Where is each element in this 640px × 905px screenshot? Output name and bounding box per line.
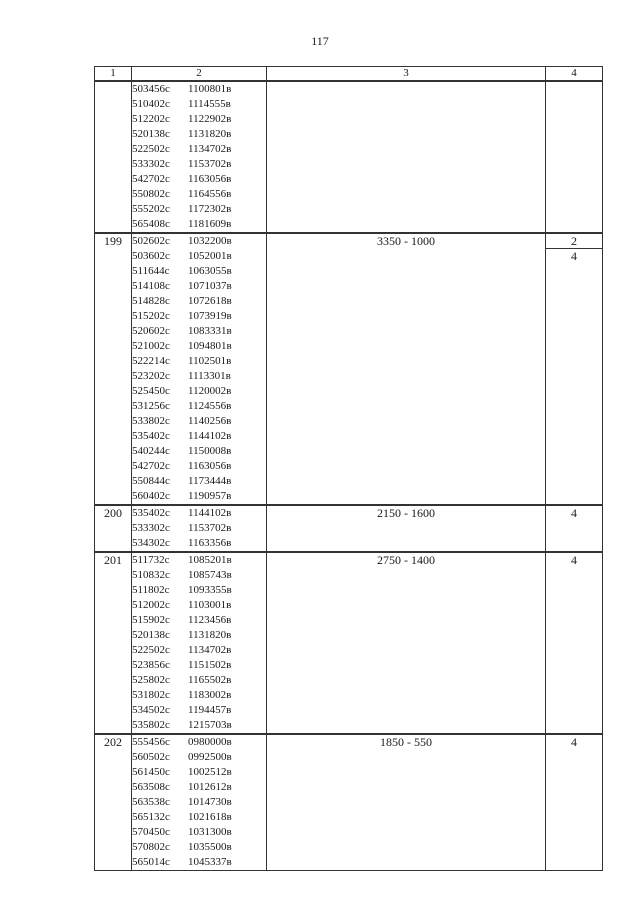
- coordinate-pair: [132, 673, 266, 688]
- latitude-value: 522502с: [132, 644, 170, 656]
- coordinate-pair: [132, 553, 266, 568]
- latitude-value: 565408с: [132, 218, 170, 230]
- longitude-value: 1073919в: [188, 310, 232, 322]
- header-col-1: 1: [95, 67, 132, 82]
- latitude-value: 514108с: [132, 280, 170, 292]
- longitude-value: 1102501в: [188, 355, 232, 367]
- latitude-value: 563508с: [132, 781, 170, 793]
- longitude-value: 1215703в: [188, 719, 232, 731]
- latitude-value: 534502с: [132, 704, 170, 716]
- category-value: 4: [571, 553, 577, 567]
- longitude-value: 1045337в: [188, 856, 232, 868]
- coordinates-table: [94, 66, 603, 871]
- coordinate-pair: [132, 583, 266, 598]
- latitude-value: 520602с: [132, 325, 170, 337]
- category-value: 2: [546, 234, 602, 249]
- longitude-value: 1002512в: [188, 766, 232, 778]
- coordinate-list: [132, 81, 267, 233]
- coordinate-pair: [132, 234, 266, 249]
- coordinate-pair: [132, 82, 266, 97]
- longitude-value: 1173444в: [188, 475, 232, 487]
- coordinate-pair: [132, 489, 266, 504]
- coordinate-pair: [132, 568, 266, 583]
- longitude-value: 1134702в: [188, 143, 232, 155]
- coordinate-list: [132, 505, 267, 552]
- longitude-value: 1083331в: [188, 325, 232, 337]
- longitude-value: 1031300в: [188, 826, 232, 838]
- longitude-value: 1134702в: [188, 644, 232, 656]
- coordinate-pair: [132, 506, 266, 521]
- latitude-value: 550844с: [132, 475, 170, 487]
- longitude-value: 1181609в: [188, 218, 232, 230]
- coordinate-list: [132, 233, 267, 505]
- coordinate-pair: [132, 780, 266, 795]
- longitude-value: 1153702в: [188, 522, 232, 534]
- longitude-value: 1124556в: [188, 400, 232, 412]
- depth-range: 2750 - 1400: [267, 552, 546, 734]
- longitude-value: 1151502в: [188, 659, 232, 671]
- category-cell: [546, 81, 603, 233]
- latitude-value: 540244с: [132, 445, 170, 457]
- coordinate-pair: [132, 444, 266, 459]
- longitude-value: 1150008в: [188, 445, 232, 457]
- coordinate-pair: [132, 369, 266, 384]
- longitude-value: 1072618в: [188, 295, 232, 307]
- header-col-2: 2: [132, 67, 267, 82]
- latitude-value: 511802с: [132, 584, 170, 596]
- header-col-4: 4: [546, 67, 603, 82]
- latitude-value: 511732с: [132, 554, 170, 566]
- longitude-value: 1194457в: [188, 704, 232, 716]
- row-number: 201: [95, 552, 132, 734]
- coordinate-pair: [132, 112, 266, 127]
- latitude-value: 515202с: [132, 310, 170, 322]
- longitude-value: 1163356в: [188, 537, 232, 549]
- longitude-value: 1183002в: [188, 689, 232, 701]
- coordinate-pair: [132, 474, 266, 489]
- coordinate-pair: [132, 127, 266, 142]
- coordinate-pair: [132, 354, 266, 369]
- latitude-value: 511644с: [132, 265, 170, 277]
- latitude-value: 550802с: [132, 188, 170, 200]
- coordinate-pair: [132, 264, 266, 279]
- longitude-value: 1190957в: [188, 490, 232, 502]
- coordinate-pair: [132, 825, 266, 840]
- coordinate-pair: [132, 765, 266, 780]
- longitude-value: 1113301в: [188, 370, 231, 382]
- coordinate-pair: [132, 249, 266, 264]
- longitude-value: 1032200в: [188, 235, 232, 247]
- longitude-value: 1153702в: [188, 158, 232, 170]
- latitude-value: 515902с: [132, 614, 170, 626]
- coordinate-pair: [132, 840, 266, 855]
- coordinate-pair: [132, 429, 266, 444]
- longitude-value: 1035500в: [188, 841, 232, 853]
- depth-range: [267, 81, 546, 233]
- latitude-value: 510402с: [132, 98, 170, 110]
- longitude-value: 1085201в: [188, 554, 232, 566]
- category-cell: [546, 505, 603, 552]
- latitude-value: 520138с: [132, 629, 170, 641]
- header-col-3: 3: [267, 67, 546, 82]
- longitude-value: 1131820в: [188, 128, 232, 140]
- latitude-value: 521002с: [132, 340, 170, 352]
- latitude-value: 522214с: [132, 355, 170, 367]
- coordinate-pair: [132, 536, 266, 551]
- coordinate-pair: [132, 658, 266, 673]
- coordinate-pair: [132, 414, 266, 429]
- latitude-value: 570802с: [132, 841, 170, 853]
- coordinate-pair: [132, 294, 266, 309]
- latitude-value: 535802с: [132, 719, 170, 731]
- latitude-value: 502602с: [132, 235, 170, 247]
- latitude-value: 563538с: [132, 796, 170, 808]
- category-cell: [546, 552, 603, 734]
- coordinate-pair: [132, 750, 266, 765]
- table-row: [95, 233, 603, 505]
- coordinate-list: [132, 552, 267, 734]
- coordinate-pair: [132, 399, 266, 414]
- longitude-value: 1122902в: [188, 113, 232, 125]
- longitude-value: 1103001в: [188, 599, 232, 611]
- coordinate-pair: [132, 855, 266, 870]
- latitude-value: 555456с: [132, 736, 170, 748]
- longitude-value: 1021618в: [188, 811, 232, 823]
- latitude-value: 523856с: [132, 659, 170, 671]
- latitude-value: 533802с: [132, 415, 170, 427]
- latitude-value: 565132с: [132, 811, 170, 823]
- coordinate-pair: [132, 217, 266, 232]
- category-cell: [546, 734, 603, 871]
- coordinate-pair: [132, 279, 266, 294]
- coordinate-pair: [132, 810, 266, 825]
- latitude-value: 535402с: [132, 507, 170, 519]
- latitude-value: 533302с: [132, 522, 170, 534]
- row-number: [95, 81, 132, 233]
- latitude-value: 510832с: [132, 569, 170, 581]
- depth-range: 1850 - 550: [267, 734, 546, 871]
- coordinate-pair: [132, 643, 266, 658]
- table-row: [95, 552, 603, 734]
- coordinate-pair: [132, 339, 266, 354]
- latitude-value: 512002с: [132, 599, 170, 611]
- coordinate-pair: [132, 613, 266, 628]
- longitude-value: 1163056в: [188, 173, 232, 185]
- latitude-value: 535402с: [132, 430, 170, 442]
- coordinate-pair: [132, 324, 266, 339]
- longitude-value: 1094801в: [188, 340, 232, 352]
- table-row: [95, 81, 603, 233]
- latitude-value: 520138с: [132, 128, 170, 140]
- latitude-value: 542702с: [132, 173, 170, 185]
- category-value: 4: [571, 249, 577, 263]
- latitude-value: 565014с: [132, 856, 170, 868]
- coordinate-pair: [132, 142, 266, 157]
- longitude-value: 1120002в: [188, 385, 232, 397]
- latitude-value: 512202с: [132, 113, 170, 125]
- longitude-value: 1131820в: [188, 629, 232, 641]
- latitude-value: 570450с: [132, 826, 170, 838]
- latitude-value: 514828с: [132, 295, 170, 307]
- longitude-value: 1140256в: [188, 415, 232, 427]
- coordinate-pair: [132, 97, 266, 112]
- coordinate-pair: [132, 309, 266, 324]
- coordinate-pair: [132, 718, 266, 733]
- longitude-value: 0992500в: [188, 751, 232, 763]
- coordinate-pair: [132, 735, 266, 750]
- latitude-value: 525450с: [132, 385, 170, 397]
- longitude-value: 1052001в: [188, 250, 232, 262]
- longitude-value: 1144102в: [188, 430, 232, 442]
- coordinate-pair: [132, 521, 266, 536]
- coordinate-pair: [132, 598, 266, 613]
- latitude-value: 523202с: [132, 370, 170, 382]
- latitude-value: 533302с: [132, 158, 170, 170]
- category-value: 4: [571, 506, 577, 520]
- coordinate-list: [132, 734, 267, 871]
- row-number: 200: [95, 505, 132, 552]
- coordinate-pair: [132, 384, 266, 399]
- coordinate-pair: [132, 628, 266, 643]
- longitude-value: 1114555в: [188, 98, 231, 110]
- longitude-value: 1012612в: [188, 781, 232, 793]
- table-row: [95, 734, 603, 871]
- latitude-value: 525802с: [132, 674, 170, 686]
- latitude-value: 531802с: [132, 689, 170, 701]
- longitude-value: 1014730в: [188, 796, 232, 808]
- latitude-value: 560402с: [132, 490, 170, 502]
- category-value: 4: [571, 735, 577, 749]
- coordinate-pair: [132, 703, 266, 718]
- longitude-value: 1164556в: [188, 188, 232, 200]
- longitude-value: 1163056в: [188, 460, 232, 472]
- coordinate-pair: [132, 202, 266, 217]
- longitude-value: 1063055в: [188, 265, 232, 277]
- latitude-value: 503456с: [132, 83, 170, 95]
- coordinate-pair: [132, 795, 266, 810]
- latitude-value: 542702с: [132, 460, 170, 472]
- table-row: [95, 505, 603, 552]
- coordinate-pair: [132, 187, 266, 202]
- coordinate-pair: [132, 157, 266, 172]
- latitude-value: 503602с: [132, 250, 170, 262]
- latitude-value: 534302с: [132, 537, 170, 549]
- table-header-row: [95, 67, 603, 82]
- row-number: 199: [95, 233, 132, 505]
- depth-range: 2150 - 1600: [267, 505, 546, 552]
- longitude-value: 1085743в: [188, 569, 232, 581]
- latitude-value: 561450с: [132, 766, 170, 778]
- latitude-value: 560502с: [132, 751, 170, 763]
- longitude-value: 1144102в: [188, 507, 232, 519]
- coordinate-pair: [132, 172, 266, 187]
- coordinate-pair: [132, 688, 266, 703]
- longitude-value: 1123456в: [188, 614, 232, 626]
- longitude-value: 1165502в: [188, 674, 232, 686]
- coordinate-pair: [132, 459, 266, 474]
- latitude-value: 531256с: [132, 400, 170, 412]
- longitude-value: 0980000в: [188, 736, 232, 748]
- longitude-value: 1093355в: [188, 584, 232, 596]
- page-number: 117: [311, 34, 329, 48]
- longitude-value: 1100801в: [188, 83, 232, 95]
- longitude-value: 1172302в: [188, 203, 232, 215]
- longitude-value: 1071037в: [188, 280, 232, 292]
- category-cell: [546, 233, 603, 505]
- latitude-value: 555202с: [132, 203, 170, 215]
- row-number: 202: [95, 734, 132, 871]
- depth-range: 3350 - 1000: [267, 233, 546, 505]
- latitude-value: 522502с: [132, 143, 170, 155]
